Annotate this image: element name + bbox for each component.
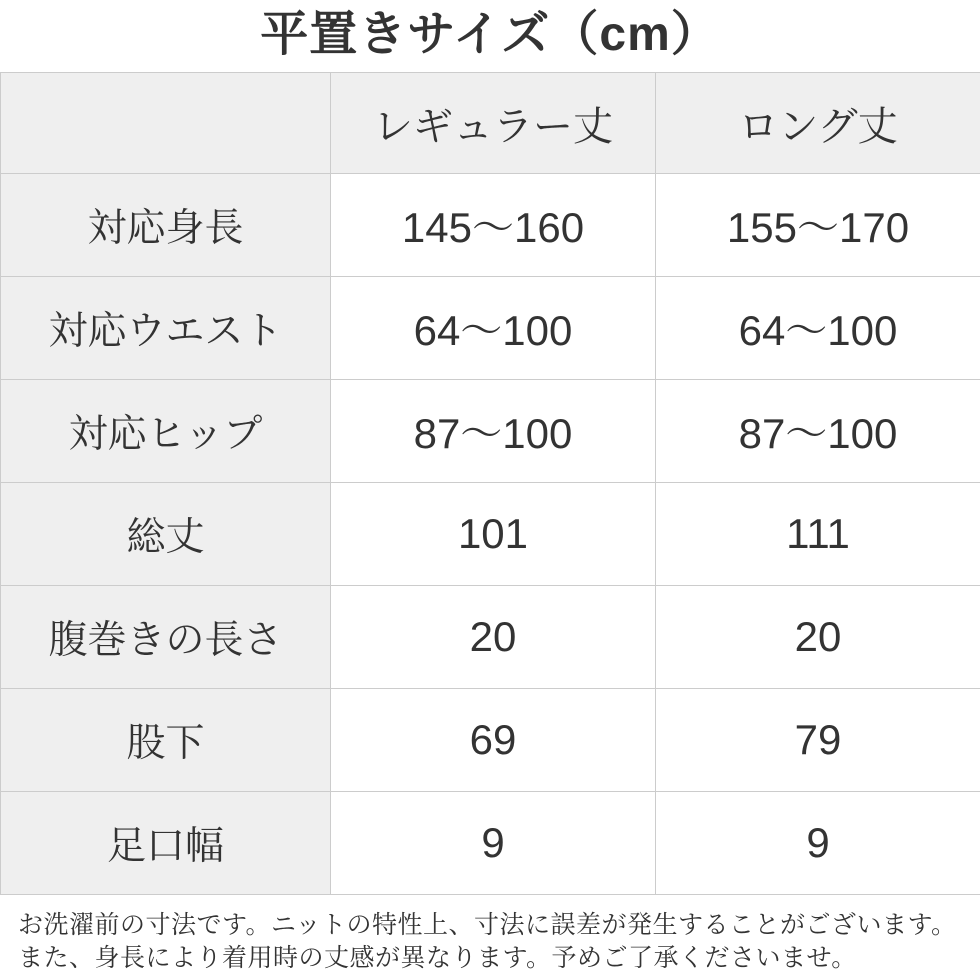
footnote xyxy=(18,909,962,976)
cell-inseam-long: 79 xyxy=(656,689,980,792)
row-label-height: 対応身長 xyxy=(1,174,331,277)
footnote-line-2: また、身長により着用時の丈感が異なります。予めご了承くださいませ。 xyxy=(18,944,857,973)
cell-waist-regular: 64〜100 xyxy=(331,277,656,380)
cell-waist-long: 64〜100 xyxy=(656,277,980,380)
row-label-total-length: 総丈 xyxy=(1,483,331,586)
table-row-hip xyxy=(1,380,980,483)
table-row-leg-opening xyxy=(1,792,980,895)
table-row-inseam xyxy=(1,689,980,792)
table-row-bellyband-length xyxy=(1,586,980,689)
column-header-regular-length: レギュラー丈 xyxy=(331,73,656,174)
column-header-long-length: ロング丈 xyxy=(656,73,980,174)
row-label-leg-opening: 足口幅 xyxy=(1,792,331,895)
cell-hip-regular: 87〜100 xyxy=(331,380,656,483)
cell-total-length-long: 111 xyxy=(656,483,980,586)
page-title: 平置きサイズ（cm） xyxy=(260,8,720,61)
row-label-hip: 対応ヒップ xyxy=(1,380,331,483)
table-row-height xyxy=(1,174,980,277)
row-label-bellyband-length: 腹巻きの長さ xyxy=(1,586,331,689)
cell-height-regular: 145〜160 xyxy=(331,174,656,277)
cell-total-length-regular: 101 xyxy=(331,483,656,586)
cell-leg-opening-regular: 9 xyxy=(331,792,656,895)
cell-hip-long: 87〜100 xyxy=(656,380,980,483)
cell-inseam-regular: 69 xyxy=(331,689,656,792)
footnote-line-1: お洗濯前の寸法です。ニットの特性上、寸法に誤差が発生することがございます。 xyxy=(18,911,957,939)
header-row xyxy=(1,73,980,174)
size-table xyxy=(0,72,980,895)
table-row-total-length xyxy=(1,483,980,586)
cell-bellyband-long: 20 xyxy=(656,586,980,689)
row-label-waist: 対応ウエスト xyxy=(1,277,331,380)
cell-bellyband-regular: 20 xyxy=(331,586,656,689)
corner-cell xyxy=(1,73,331,174)
table-row-waist xyxy=(1,277,980,380)
cell-height-long: 155〜170 xyxy=(656,174,980,277)
cell-leg-opening-long: 9 xyxy=(656,792,980,895)
row-label-inseam: 股下 xyxy=(1,689,331,792)
